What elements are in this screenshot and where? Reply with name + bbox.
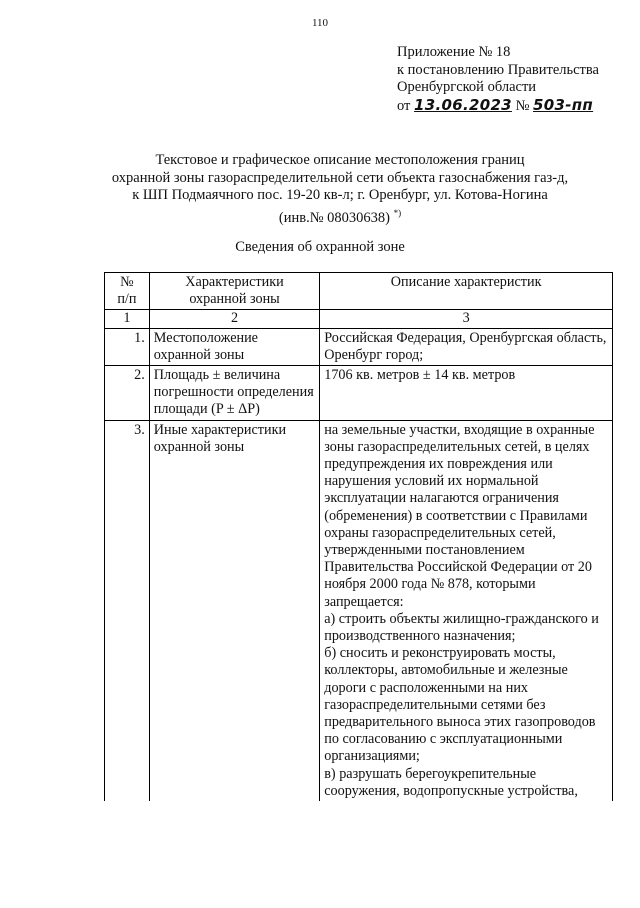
restriction-item: б) сносить и реконструировать мосты, коллекторы, автомобильные и железные дороги с расположенными на них газораспределительными сетями без предварительного выноса этих газопроводов по согласованию с эксплуатационными организациями;: [324, 645, 596, 765]
row-number: 1.: [105, 328, 150, 365]
row-description: Российская Федерация, Оренбургская область, Оренбург город;: [320, 328, 613, 365]
column-number-row: [105, 310, 613, 328]
inventory-number: (инв.№ 08030638): [278, 209, 390, 226]
header-num: № п/п: [105, 273, 150, 310]
row-number: 3.: [105, 420, 150, 801]
handwritten-number: 503-пп: [533, 95, 594, 114]
row-characteristic: Местоположение охранной зоны: [149, 328, 319, 365]
row-description: 1706 кв. метров ± 14 кв. метров: [320, 366, 613, 421]
appendix-line: Приложение № 18: [397, 44, 511, 60]
appendix-block: [397, 44, 599, 115]
document-title: [40, 152, 640, 227]
title-line: Текстовое и графическое описание местоположения границ: [155, 152, 525, 168]
restriction-item: а) строить объекты жилищно-гражданского и производственного назначения;: [324, 610, 599, 645]
title-line: охранной зоны газораспределительной сети объекта газоснабжения газ-д,: [111, 169, 569, 186]
footnote-mark: *): [393, 207, 402, 218]
from-label: от: [397, 97, 411, 114]
row-description: [320, 420, 613, 801]
table-header-row: [105, 273, 613, 310]
appendix-line: к постановлению Правительства: [397, 61, 599, 78]
title-line: [40, 205, 640, 227]
row-characteristic: Иные характеристики охранной зоны: [149, 420, 319, 801]
number-label: №: [515, 97, 530, 114]
title-line: к ШП Подмаячного пос. 19-20 кв-л; г. Оренбург, ул. Котова-Ногина: [132, 187, 548, 203]
row-number: 2.: [105, 366, 150, 421]
section-heading: Сведения об охранной зоне: [235, 239, 405, 255]
col-number: 2: [149, 310, 319, 328]
table-row: [105, 420, 613, 801]
restriction-item: в) разрушать берегоукрепительные сооружения, водопропускные устройства,: [324, 765, 578, 799]
row-characteristic: Площадь ± величина погрешности определения площади (P ± ΔP): [149, 366, 319, 421]
table-row: [105, 366, 613, 421]
restrictions-intro: на земельные участки, входящие в охранные зоны газораспределительных сетей, в целях предупреждения их повреждения или нарушения условий их нормальной эксплуатации налагаются ограничения (обременения) в соответствии с Правилами охраны газораспределительных сетей, утвержденными постановлением Правительства Российской Федерации от 20 ноября 2000 года № 878, которыми запрещается:: [324, 421, 595, 610]
header-description: Описание характеристик: [320, 273, 613, 310]
page-number: 110: [311, 17, 329, 29]
col-number: 3: [320, 310, 613, 328]
protection-zone-table: [104, 272, 613, 801]
appendix-line: Оренбургской области: [397, 79, 537, 95]
handwritten-date: 13.06.2023: [414, 95, 512, 114]
header-characteristics: Характеристики охранной зоны: [149, 273, 319, 310]
table-row: [105, 328, 613, 365]
col-number: 1: [105, 310, 150, 328]
appendix-date-line: [397, 97, 599, 116]
